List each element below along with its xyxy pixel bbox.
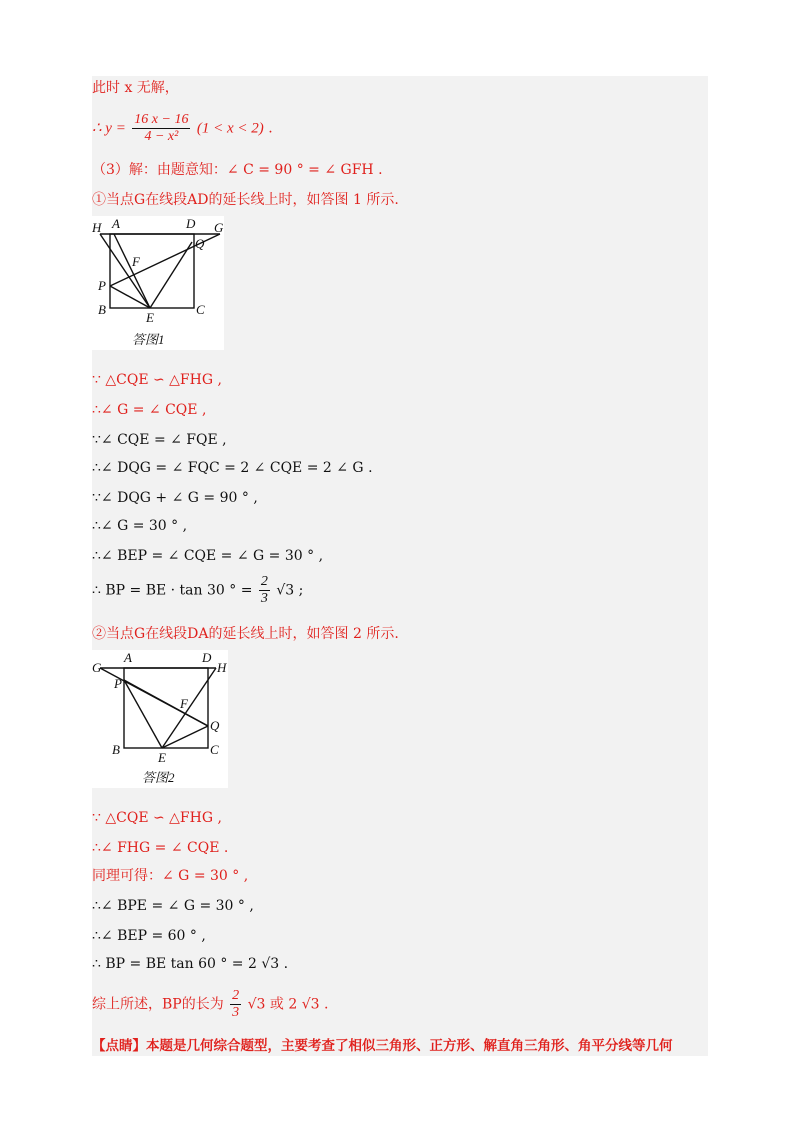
step-8-fraction [259,574,270,607]
label-P: P [114,676,122,691]
label-G: G [92,660,102,675]
label-D: D [186,216,196,231]
label-B: B [112,742,120,757]
label-F: F [180,696,188,711]
conclusion-fraction [230,988,241,1021]
figure-2-diagram [92,650,228,788]
figure-1-caption: 答图1 [132,332,165,347]
step-8-suffix: √3 ; [276,582,304,599]
label-G: G [214,220,224,235]
conclusion-denominator: 3 [232,1005,240,1020]
step-8 [92,574,303,607]
expr-prefix: ∴ y = [92,120,126,137]
step-7: ∴∠ BEP = ∠ CQE = ∠ G = 30 ° , [92,548,324,564]
conclusion-prefix: 综上所述，BP的长为 [92,996,224,1013]
figure-2-caption: 答图2 [142,770,175,785]
step-3: ∵∠ CQE = ∠ FQE , [92,432,227,448]
remark-note: 【点睛】本题是几何综合题型，主要考查了相似三角形、正方形、解直角三角形、角平分线等几何 [92,1038,673,1054]
line-part3-intro: （3）解：由题意知：∠ C = 90 ° = ∠ GFH . [92,162,383,178]
label-Q: Q [210,718,220,733]
label-E: E [146,310,154,325]
step-8-denominator: 3 [260,591,268,606]
line-function-expression [92,112,273,145]
label-H: H [92,220,102,235]
label-Q: Q [195,236,205,251]
label-C: C [196,302,205,317]
fraction-numerator: 16 x − 16 [134,112,189,127]
conclusion-suffix: √3 或 2 √3 . [247,996,329,1013]
step-8-prefix: ∴ BP = BE · tan 30 ° = [92,582,253,599]
case2-step-5: ∴∠ BEP = 60 ° , [92,928,206,944]
conclusion-numerator: 2 [232,988,240,1003]
label-F: F [132,254,140,269]
figure-answer-1 [92,216,224,350]
step-6: ∴∠ G = 30 ° , [92,518,188,534]
case2-step-2: ∴∠ FHG = ∠ CQE . [92,840,229,856]
label-E: E [158,750,166,765]
step-1: ∵ △CQE ∽ △FHG , [92,372,222,388]
step-2: ∴∠ G = ∠ CQE , [92,402,207,418]
conclusion [92,988,328,1021]
line-case2-intro: ②当点G在线段DA的延长线上时，如答图 2 所示. [92,626,399,642]
label-P: P [98,278,106,293]
case2-step-3: 同理可得：∠ G = 30 ° , [92,868,249,884]
figure-1-diagram [92,216,224,350]
label-A: A [112,216,120,231]
label-H: H [217,660,227,675]
expr-end: . [268,120,273,137]
fraction [132,112,190,145]
line-no-solution: 此时 x 无解， [92,80,179,96]
figure-answer-2 [92,650,228,788]
line-case1-intro: ①当点G在线段AD的延长线上时，如答图 1 所示. [92,192,399,208]
label-B: B [98,302,106,317]
fraction-denominator: 4 − x² [144,129,179,144]
step-8-numerator: 2 [260,574,268,589]
step-5: ∵∠ DQG + ∠ G = 90 ° , [92,490,258,506]
case2-step-1: ∵ △CQE ∽ △FHG , [92,810,222,826]
case2-step-6: ∴ BP = BE tan 60 ° = 2 √3 . [92,956,289,972]
label-C: C [210,742,219,757]
label-D: D [202,650,212,665]
expr-domain: (1 < x < 2) [196,120,264,137]
case2-step-4: ∴∠ BPE = ∠ G = 30 ° , [92,898,254,914]
label-A: A [124,650,132,665]
step-4: ∴∠ DQG = ∠ FQC = 2 ∠ CQE = 2 ∠ G . [92,460,373,476]
